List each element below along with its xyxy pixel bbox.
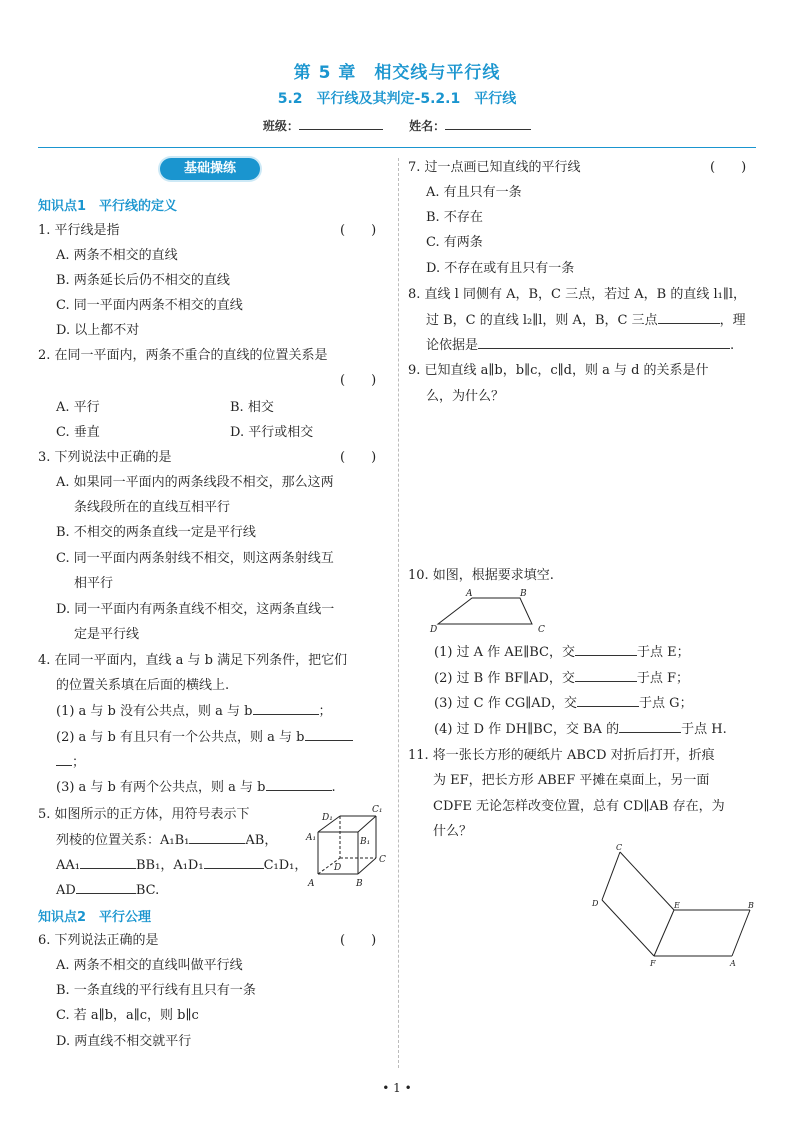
q3-option-a-line1: A. 如果同一平面内的两条线段不相交，那么这两 <box>56 475 334 490</box>
q7-stem: 7. 过一点画已知直线的平行线 <box>408 160 581 175</box>
q4-sub3-end: . <box>331 780 336 795</box>
q1-option-c: C. 同一平面内两条不相交的直线 <box>56 298 243 313</box>
q11-line3: CDFE 无论怎样改变位置，总有 CD∥AB 存在，为 <box>433 799 725 814</box>
q8-line3-a: 论依据是 <box>426 338 479 353</box>
q6-stem: 6. 下列说法正确的是 <box>38 933 159 948</box>
q10-sub2-a: (2) 过 B 作 BF∥AD，交 <box>434 671 575 686</box>
q5-line2-b: AB， <box>245 833 278 848</box>
q5-line3-c: C₁D₁， <box>263 858 308 873</box>
name-label: 姓名： <box>409 119 446 133</box>
class-label: 班级： <box>262 119 299 133</box>
q2-option-a: A. 平行 <box>56 400 100 415</box>
q8-line2-a: 过 B，C 的直线 l₂∥l，则 A，B，C 三点 <box>426 313 658 328</box>
q10-blank-1[interactable] <box>575 641 637 656</box>
q10-sub3 <box>434 691 693 716</box>
q3-option-b: B. 不相交的两条直线一定是平行线 <box>56 525 256 540</box>
cube-label-c1: C₁ <box>372 805 383 815</box>
section-badge: 基础操练 <box>160 158 260 180</box>
edge-ba <box>732 910 750 956</box>
q7-option-d: D. 不存在或有且只有一条 <box>426 261 575 276</box>
cube-label-b1: B₁ <box>360 837 371 847</box>
q2-option-b: B. 相交 <box>230 400 274 415</box>
cube-label-d: D <box>334 863 342 873</box>
q4-sub2 <box>56 725 353 750</box>
q5-blank-4[interactable] <box>76 879 136 894</box>
q1-option-a: A. 两条不相交的直线 <box>56 248 178 263</box>
q5-line2 <box>56 828 277 853</box>
q5-line4 <box>56 878 159 903</box>
q7-answer-paren[interactable]: ( ) <box>710 160 747 175</box>
q3-option-c-line1: C. 同一平面内两条射线不相交，则这两条射线互 <box>56 551 334 566</box>
q10-stem: 10. 如图，根据要求填空. <box>408 568 554 583</box>
q6-option-c: C. 若 a∥b，a∥c，则 b∥c <box>56 1008 199 1023</box>
q10-sub1-a: (1) 过 A 作 AE∥BC，交 <box>434 645 575 660</box>
q5-blank-1[interactable] <box>189 829 245 844</box>
knowledge-point-2: 知识点2 平行公理 <box>38 910 152 925</box>
class-blank[interactable] <box>299 117 383 130</box>
q1-option-b: B. 两条延长后仍不相交的直线 <box>56 273 230 288</box>
q3-option-d-line1: D. 同一平面内有两条直线不相交，这两条直线一 <box>56 602 335 617</box>
name-class-row <box>0 117 794 134</box>
q5-line4-a: AD <box>56 883 76 898</box>
q10-blank-4[interactable] <box>619 718 681 733</box>
q10-sub1 <box>434 640 690 665</box>
q3-option-a-line2: 条线段所在的直线互相平行 <box>74 500 231 515</box>
q10-sub2-b: 于点 F； <box>636 671 690 686</box>
q4-sub2-end: ； <box>72 755 86 770</box>
card-label-c: C <box>616 843 623 852</box>
q4-sub2-blank-cont[interactable] <box>56 751 72 766</box>
q10-sub4 <box>434 717 727 742</box>
q4-sub2-text: (2) a 与 b 有且只有一个公共点，则 a 与 b <box>56 730 305 745</box>
q3-answer-paren[interactable]: ( ) <box>340 450 377 465</box>
q8-line1: 8. 直线 l 同侧有 A，B，C 三点，若过 A，B 的直线 l₁∥l， <box>408 287 746 302</box>
q5-line3-b: BB₁，A₁D₁ <box>136 858 204 873</box>
q8-blank-2[interactable] <box>478 334 730 349</box>
edge-ce <box>620 852 674 910</box>
name-blank[interactable] <box>445 117 531 130</box>
q4-sub3 <box>56 775 336 800</box>
q6-option-a: A. 两条不相交的直线叫做平行线 <box>56 958 243 973</box>
q8-line3 <box>426 333 734 358</box>
q3-stem: 3. 下列说法中正确的是 <box>38 450 172 465</box>
card-label-e: E <box>674 901 680 910</box>
card-label-d: D <box>592 899 599 908</box>
edge-dc <box>602 852 620 900</box>
q4-sub3-blank[interactable] <box>266 776 332 791</box>
q1-stem: 1. 平行线是指 <box>38 223 120 238</box>
q2-option-c: C. 垂直 <box>56 425 100 440</box>
trapezoid-abcd <box>438 598 532 624</box>
q10-blank-3[interactable] <box>577 692 639 707</box>
q7-option-b: B. 不存在 <box>426 210 483 225</box>
column-divider <box>398 158 399 1068</box>
q6-option-d: D. 两直线不相交就平行 <box>56 1034 192 1049</box>
q10-sub3-b: 于点 G； <box>639 696 693 711</box>
q4-sub2-cont <box>56 750 85 775</box>
q8-line2 <box>426 308 746 333</box>
cube-figure <box>304 802 390 894</box>
card-label-b: B <box>748 901 754 910</box>
cube-label-a: A <box>308 879 315 889</box>
card-label-a: A <box>730 959 736 968</box>
q5-line3-a: AA₁ <box>56 858 80 873</box>
q2-option-d: D. 平行或相交 <box>230 425 314 440</box>
q4-line1: 4. 在同一平面内，直线 a 与 b 满足下列条件，把它们 <box>38 653 348 668</box>
q10-sub1-b: 于点 E； <box>636 645 690 660</box>
q11-line2: 为 EF，把长方形 ABEF 平摊在桌面上，另一面 <box>433 773 710 788</box>
q9-line2: 么，为什么？ <box>426 389 505 404</box>
q7-option-a: A. 有且只有一条 <box>426 185 522 200</box>
q1-option-d: D. 以上都不对 <box>56 323 140 338</box>
q7-option-c: C. 有两条 <box>426 235 483 250</box>
edge-b1c1 <box>358 816 376 832</box>
q5-blank-3[interactable] <box>204 854 264 869</box>
header-divider <box>38 147 756 148</box>
trap-label-d: D <box>430 625 438 635</box>
q6-answer-paren[interactable]: ( ) <box>340 933 377 948</box>
q4-sub1 <box>56 699 332 724</box>
q5-line2-a: 列棱的位置关系：A₁B₁ <box>56 833 190 848</box>
q11-line1: 11. 将一张长方形的硬纸片 ABCD 对折后打开，折痕 <box>408 748 715 763</box>
cube-label-c: C <box>379 855 386 865</box>
q3-option-d-line2: 定是平行线 <box>74 627 140 642</box>
q5-line4-b: BC. <box>135 883 160 898</box>
q5-blank-2[interactable] <box>80 854 136 869</box>
chapter-title: 第 5 章 相交线与平行线 <box>293 63 501 83</box>
trap-label-c: C <box>538 625 545 635</box>
q11-line4: 什么？ <box>433 824 473 839</box>
section-title: 5.2 平行线及其判定-5.2.1 平行线 <box>277 91 517 107</box>
q10-sub4-b: 于点 H. <box>681 722 727 737</box>
card-label-f: F <box>650 959 656 968</box>
knowledge-point-1: 知识点1 平行线的定义 <box>38 199 178 214</box>
q10-sub3-a: (3) 过 C 作 CG∥AD，交 <box>434 696 578 711</box>
q10-sub4-a: (4) 过 D 作 DH∥BC，交 BA 的 <box>434 722 620 737</box>
q8-line3-b: . <box>730 338 735 353</box>
q4-sub2-blank[interactable] <box>305 726 353 741</box>
trap-label-a: A <box>466 589 473 599</box>
q8-blank-1[interactable] <box>658 309 720 324</box>
q10-sub2 <box>434 666 689 691</box>
q6-option-b: B. 一条直线的平行线有且只有一条 <box>56 983 256 998</box>
q4-line2: 的位置关系填在后面的横线上. <box>56 678 230 693</box>
edge-bc <box>358 858 376 874</box>
page-number: • 1 • <box>382 1081 412 1095</box>
q4-sub3-text: (3) a 与 b 有两个公共点，则 a 与 b <box>56 780 266 795</box>
q2-stem: 2. 在同一平面内，两条不重合的直线的位置关系是 <box>38 348 328 363</box>
q1-answer-paren[interactable]: ( ) <box>340 223 377 238</box>
q4-sub1-blank[interactable] <box>253 700 319 715</box>
edge-ef <box>654 910 674 956</box>
cube-label-d1: D₁ <box>322 813 333 823</box>
q9-line1: 9. 已知直线 a∥b，b∥c，c∥d，则 a 与 d 的关系是什 <box>408 363 709 378</box>
trapezoid-figure <box>428 586 554 638</box>
q5-line1: 5. 如图所示的正方体，用符号表示下 <box>38 807 250 822</box>
cube-label-a1: A₁ <box>306 833 317 843</box>
q2-answer-paren[interactable]: ( ) <box>340 373 377 388</box>
edge-fd <box>602 900 654 956</box>
q10-blank-2[interactable] <box>575 667 637 682</box>
q8-line2-b: ，理 <box>719 313 746 328</box>
q4-sub1-text: (1) a 与 b 没有公共点，则 a 与 b <box>56 704 253 719</box>
folded-card-figure <box>588 840 764 974</box>
q5-line3 <box>56 853 307 878</box>
cube-label-b: B <box>356 879 363 889</box>
trap-label-b: B <box>520 589 527 599</box>
q3-option-c-line2: 相平行 <box>74 576 114 591</box>
q4-sub1-end: ； <box>318 704 332 719</box>
